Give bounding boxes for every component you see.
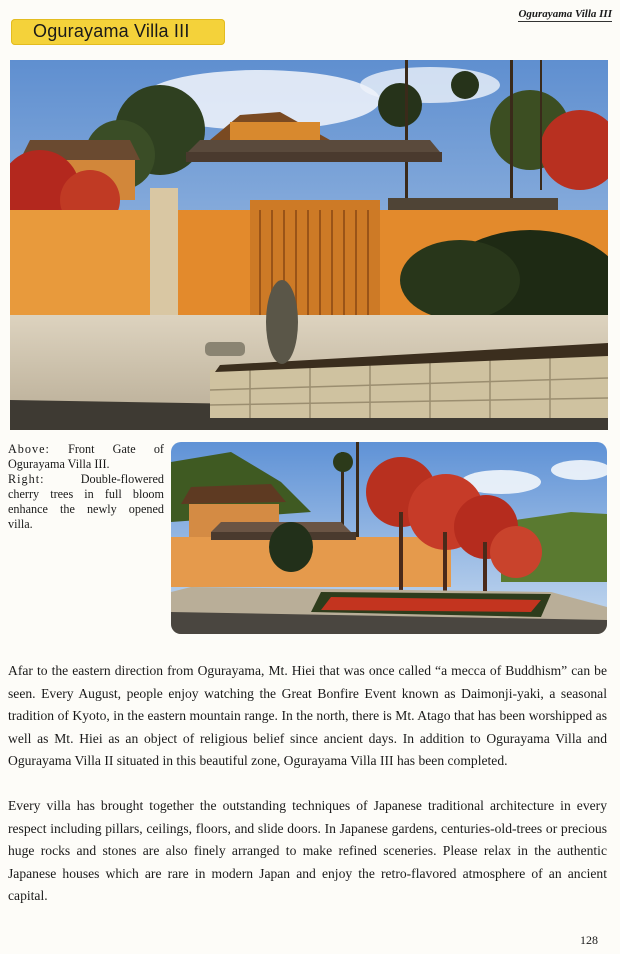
caption-right-text: Double-flowered cherry trees in full bloom enhance the newly opened villa. [8, 472, 164, 531]
front-gate-photo [10, 60, 608, 430]
cherry-trees-illustration [171, 442, 607, 634]
caption-right [8, 472, 164, 532]
caption-right-label: Right: [8, 472, 45, 486]
front-gate-illustration [10, 60, 608, 430]
body-paragraph-1: Afar to the eastern direction from Ogurayama, Mt. Hiei that was once called “a mecca of Buddhism” can be seen. Every August, people enjoy watching the Great Bonfire Event known as Daimonji-yaki, a seasonal tradition of Kyoto, in the eastern mountain range. In the north, there is Mt. Atago that has been worshipped as well as Mt. Hiei as an object of religious belief since ancient days. In addition to Ogurayama Villa and Ogurayama Villa II situated in this beautiful zone, Ogurayama Villa III has been completed. [8, 663, 607, 769]
caption-above-text: Front Gate of Ogurayama Villa III. [8, 442, 164, 471]
caption-above-label: Above: [8, 442, 50, 456]
photo-caption [8, 442, 164, 532]
running-head: Ogurayama Villa III [518, 8, 612, 20]
page-number: 128 [580, 933, 598, 947]
caption-above [8, 442, 164, 472]
title-badge [11, 19, 225, 45]
body-text [8, 660, 607, 930]
cherry-trees-photo [171, 442, 607, 634]
page-title: Ogurayama Villa III [33, 21, 190, 41]
body-paragraph-2: Every villa has brought together the outstanding techniques of Japanese traditional architecture in every respect including pillars, ceilings, floors, and slide doors. In Japanese gardens, centuries-old-trees or precious huge rocks and stones are also finely arranged to make refined sceneries. Please relax in the authentic Japanese houses which are rare in modern Japan and enjoy the retro-flavored atmosphere of an ancient capital. [8, 797, 607, 904]
